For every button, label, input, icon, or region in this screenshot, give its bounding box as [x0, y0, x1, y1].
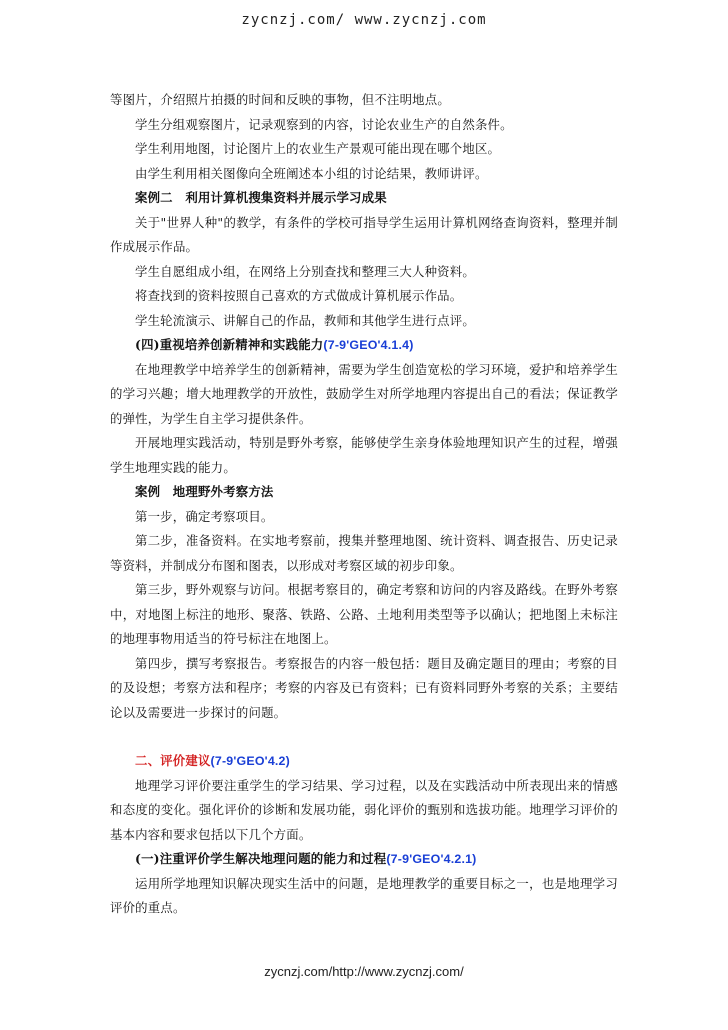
case-heading: 案例二 利用计算机搜集资料并展示学习成果: [135, 190, 387, 205]
paragraph: 学生利用地图，讨论图片上的农业生产景观可能出现在哪个地区。: [135, 141, 501, 156]
paragraph: 关于"世界人种"的教学，有条件的学校可指导学生运用计算机网络查询资料，整理并制作成展示作品。: [110, 214, 618, 254]
case-heading: 案例 地理野外考察方法: [135, 484, 274, 499]
section-code: (7-9'GEO'4.1.4): [323, 338, 414, 352]
paragraph: 第一步，确定考察项目。: [135, 508, 274, 524]
section-heading: [110, 749, 618, 774]
paragraph: 运用所学地理知识解决现实生活中的问题，是地理教学的重要目标之一，也是地理学习评价的重点。: [110, 875, 618, 915]
paragraph: 第四步，撰写考察报告。考察报告的内容一般包括：题目及确定题目的理由；考察的目的及设想；考察方法和程序；考察的内容及已有资料；已有资料同野外考察的关系；主要结论以及需要进一步探讨的问题。: [110, 655, 618, 720]
page-header: zycnzj.com/ www.zycnzj.com: [241, 12, 487, 28]
paragraph: 学生轮流演示、讲解自己的作品，教师和其他学生进行点评。: [135, 312, 475, 328]
paragraph: 学生分组观察图片，记录观察到的内容，讨论农业生产的自然条件。: [135, 116, 513, 132]
paragraph: 开展地理实践活动，特别是野外考察，能够使学生亲身体验地理知识产生的过程，增强学生地理实践的能力。: [110, 435, 618, 475]
section-heading-text: (四)重视培养创新精神和实践能力: [135, 337, 324, 352]
document-body: [110, 88, 618, 921]
section-heading-text: (一)注重评价学生解决地理问题的能力和过程: [135, 851, 387, 866]
section-heading: [110, 847, 618, 872]
paragraph: 第二步，准备资料。在实地考察前，搜集并整理地图、统计资料、调查报告、历史记录等资料，并制成分布图和图表，以形成对考察区域的初步印象。: [110, 533, 618, 573]
paragraph: 在地理教学中培养学生的创新精神，需要为学生创造宽松的学习环境，爱护和培养学生的学习兴趣；增大地理教学的开放性，鼓励学生对所学地理内容提出自己的看法；保证教学的弹性，为学生自主学习提供条件。: [110, 361, 618, 426]
paragraph: 将查找到的资料按照自己喜欢的方式做成计算机展示作品。: [135, 288, 463, 303]
section-heading-text: 二、评价建议: [135, 753, 211, 768]
paragraph: 第三步，野外观察与访问。根据考察目的，确定考察和访问的内容及路线。在野外考察中，对地图上标注的地形、聚落、铁路、公路、土地利用类型等予以确认；把地图上未标注的地理事物用适当的符号标注在地图上。: [110, 582, 618, 646]
spacer: [110, 725, 618, 749]
paragraph: 由学生利用相关图像向全班阐述本小组的讨论结果，教师讲评。: [135, 165, 488, 181]
paragraph: 地理学习评价要注重学生的学习结果、学习过程，以及在实践活动中所表现出来的情感和态度的变化。强化评价的诊断和发展功能，弱化评价的甄别和选拔功能。地理学习评价的基本内容和要求包括以下几个方面。: [110, 777, 618, 842]
paragraph: 学生自愿组成小组，在网络上分别查找和整理三大人种资料。: [135, 263, 475, 279]
section-heading: [110, 333, 618, 358]
paragraph: 等图片，介绍照片拍摄的时间和反映的事物，但不注明地点。: [110, 92, 450, 107]
section-code: (7-9'GEO'4.2.1): [386, 852, 477, 866]
section-code: (7-9'GEO'4.2): [210, 754, 290, 768]
page-footer: zycnzj.com/http://www.zycnzj.com/: [264, 964, 464, 979]
